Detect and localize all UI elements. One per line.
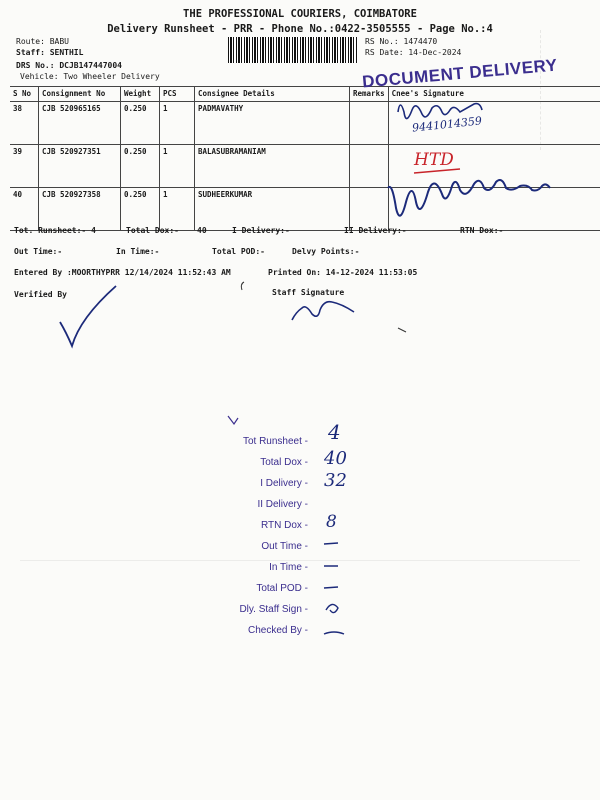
cell-sno: 38 [10,102,39,145]
stamp-label-total-pod: Total POD - [256,583,308,594]
route-label: Route: BABU [16,37,69,46]
col-weight: Weight [121,87,160,102]
cell-consignee: SUDHEERKUMAR [195,188,350,231]
cell-consignment: CJB 520965165 [39,102,121,145]
col-signature: Cnee's Signature [388,87,600,102]
printed-on: Printed On: 14-12-2024 11:53:05 [268,268,418,277]
document-delivery-stamp: DOCUMENT DELIVERY [361,55,559,92]
col-sno: S No [10,87,39,102]
margin-dash [398,328,406,332]
company-name: THE PROFESSIONAL COURIERS, COIMBATORE [183,8,417,20]
verified-tick [60,286,116,346]
stamp-label-dly-staff-sign: Dly. Staff Sign - [239,604,308,615]
stamp-label-in-time: In Time - [269,562,308,573]
cell-consignee: BALASUBRAMANIAM [195,145,350,188]
stamp-value-tot-runsheet: 4 [328,420,341,444]
cell-consignment: CJB 520927358 [39,188,121,231]
stamp-value-rtn-dox: 8 [326,512,337,532]
cell-consignee: PADMAVATHY [195,102,350,145]
handwritten-phone: 9441014359 [411,114,483,135]
total-pod-label: Total POD:- [212,247,265,256]
rs-date: RS Date: 14-Dec-2024 [365,48,462,57]
total-dox-value: 40 [197,226,207,235]
rs-number: RS No.: 1474470 [365,37,438,46]
staff-signature-label: Staff Signature [272,288,345,297]
cell-pcs: 1 [160,145,195,188]
stamp-label-checked-by: Checked By - [247,625,308,636]
vehicle-label: Vehicle: Two Wheeler Delivery [20,72,160,81]
stamp-label-out-time: Out Time - [261,541,308,552]
stamp-label-total-dox: Total Dox - [260,457,308,468]
cell-weight: 0.250 [121,188,160,231]
rtn-dox-label: RTN Dox:- [460,226,504,235]
in-time-label: In Time:- [116,247,160,256]
stamp-label-tot-runsheet: Tot Runsheet - [242,436,308,447]
signature-row-40 [388,180,550,216]
staff-signature-scribble [292,302,354,320]
stamp-dashes [322,536,352,646]
cell-sno: 39 [10,145,39,188]
runsheet-title: Delivery Runsheet - PRR - Phone No.:0422-3505555 - Page No.:4 [107,23,493,35]
stamp-label-i-delivery: I Delivery - [260,478,308,489]
stamp-label-rtn-dox: RTN Dox - [260,520,308,531]
total-dox-label: Total Dox:- [126,226,179,235]
drs-number: DRS No.: DCJB147447004 [16,61,122,70]
staff-label: Staff: SENTHIL [16,48,84,57]
cell-pcs: 1 [160,188,195,231]
col-pcs: PCS [160,87,195,102]
stamp-caret [228,416,238,424]
col-consignee: Consignee Details [195,87,350,102]
delvy-points-label: Delvy Points:- [292,247,360,256]
stamp-value-total-dox: 40 [324,448,347,469]
cell-weight: 0.250 [121,102,160,145]
out-time-label: Out Time:- [14,247,63,256]
entered-by: Entered By :MOORTHYPRR 12/14/2024 11:52:43 AM [14,268,231,277]
cell-pcs: 1 [160,102,195,145]
cell-sno: 40 [10,188,39,231]
tot-runsheet: Tot. Runsheet:- 4 [14,226,96,235]
i-delivery-label: I Delivery:- [232,226,290,235]
cell-consignment: CJB 520927351 [39,145,121,188]
verified-by-label: Verified By [14,290,67,299]
col-remarks: Remarks [350,87,389,102]
margin-mark [241,282,244,290]
handwritten-htd: HTD [414,150,454,170]
cell-weight: 0.250 [121,145,160,188]
ii-delivery-label: II Delivery:- [344,226,407,235]
stamp-label-ii-delivery: II Delivery - [257,499,308,510]
stamp-value-i-delivery: 32 [324,470,347,491]
col-consignment: Consignment No [39,87,121,102]
